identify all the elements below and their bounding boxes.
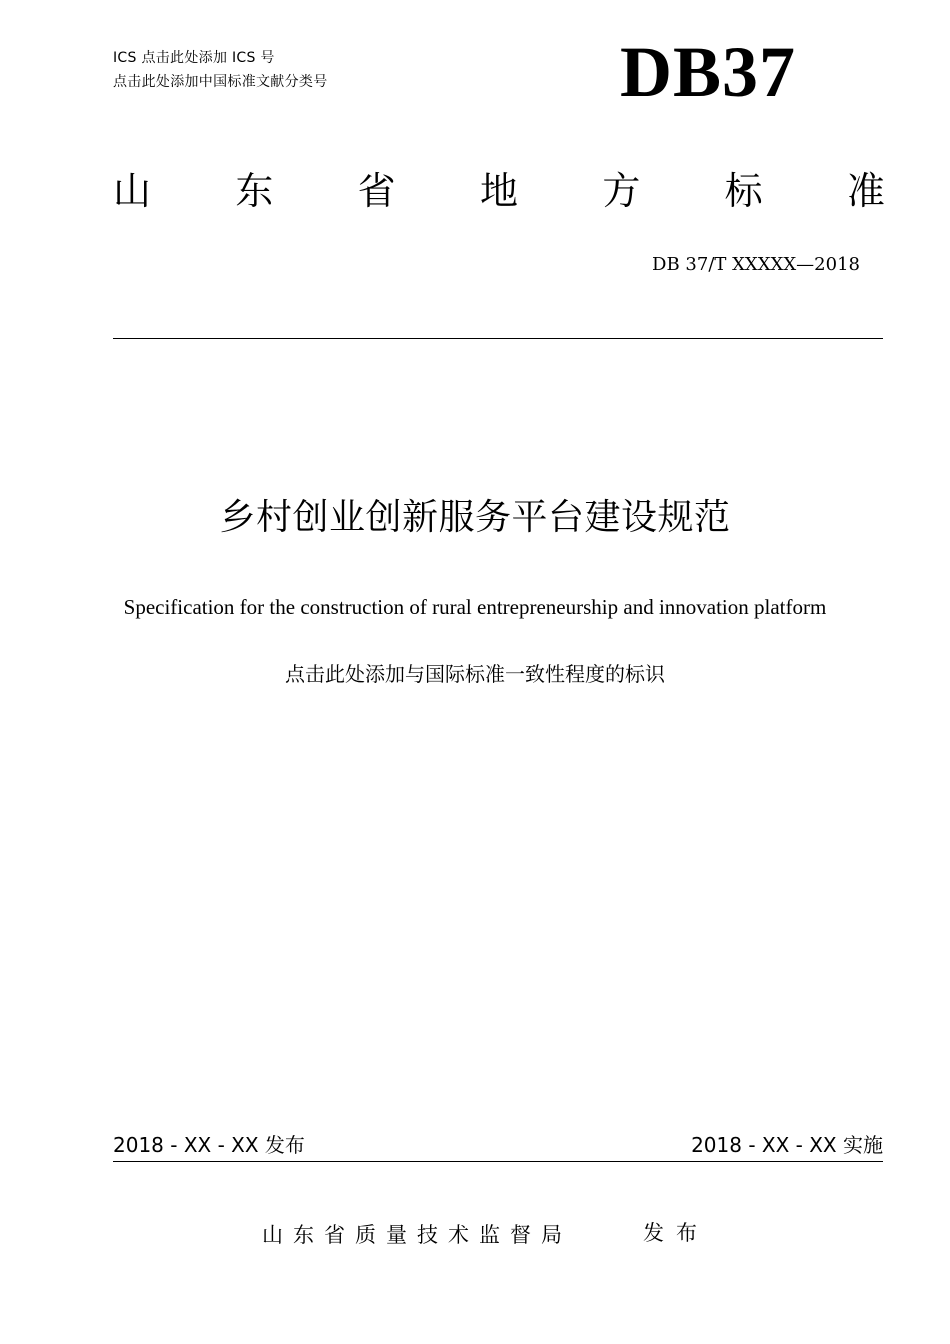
standard-type-heading [113,168,885,214]
title-english: Specification for the construction of rural entrepreneurship and innovation platform [123,595,827,619]
footer-divider [113,1161,883,1162]
standard-type-char: 标 [724,169,763,213]
ics-number-placeholder[interactable]: ICS 点击此处添加 ICS 号 [113,50,275,66]
title-chinese: 乡村创业创新服务平台建设规范 [219,497,731,538]
standard-type-char: 方 [602,169,641,213]
standard-type-char: 山 [113,169,152,213]
header-divider [113,338,883,339]
issuing-authority: 山东省质量技术监督局 [262,1223,572,1247]
standard-code-logo: DB37 [620,32,797,112]
issue-label: 发布 [643,1221,709,1245]
conformity-placeholder[interactable]: 点击此处添加与国际标准一致性程度的标识 [285,662,665,686]
issue-date: 2018 - XX - XX 发布 [113,1133,305,1157]
standard-number: DB 37/T XXXXX—2018 [652,254,860,275]
standard-type-char: 地 [479,169,518,213]
standard-type-char: 准 [846,169,885,213]
standard-type-char: 东 [235,169,274,213]
ccs-number-placeholder[interactable]: 点击此处添加中国标准文献分类号 [113,74,328,90]
implementation-date: 2018 - XX - XX 实施 [691,1133,883,1157]
standard-type-char: 省 [357,169,396,213]
